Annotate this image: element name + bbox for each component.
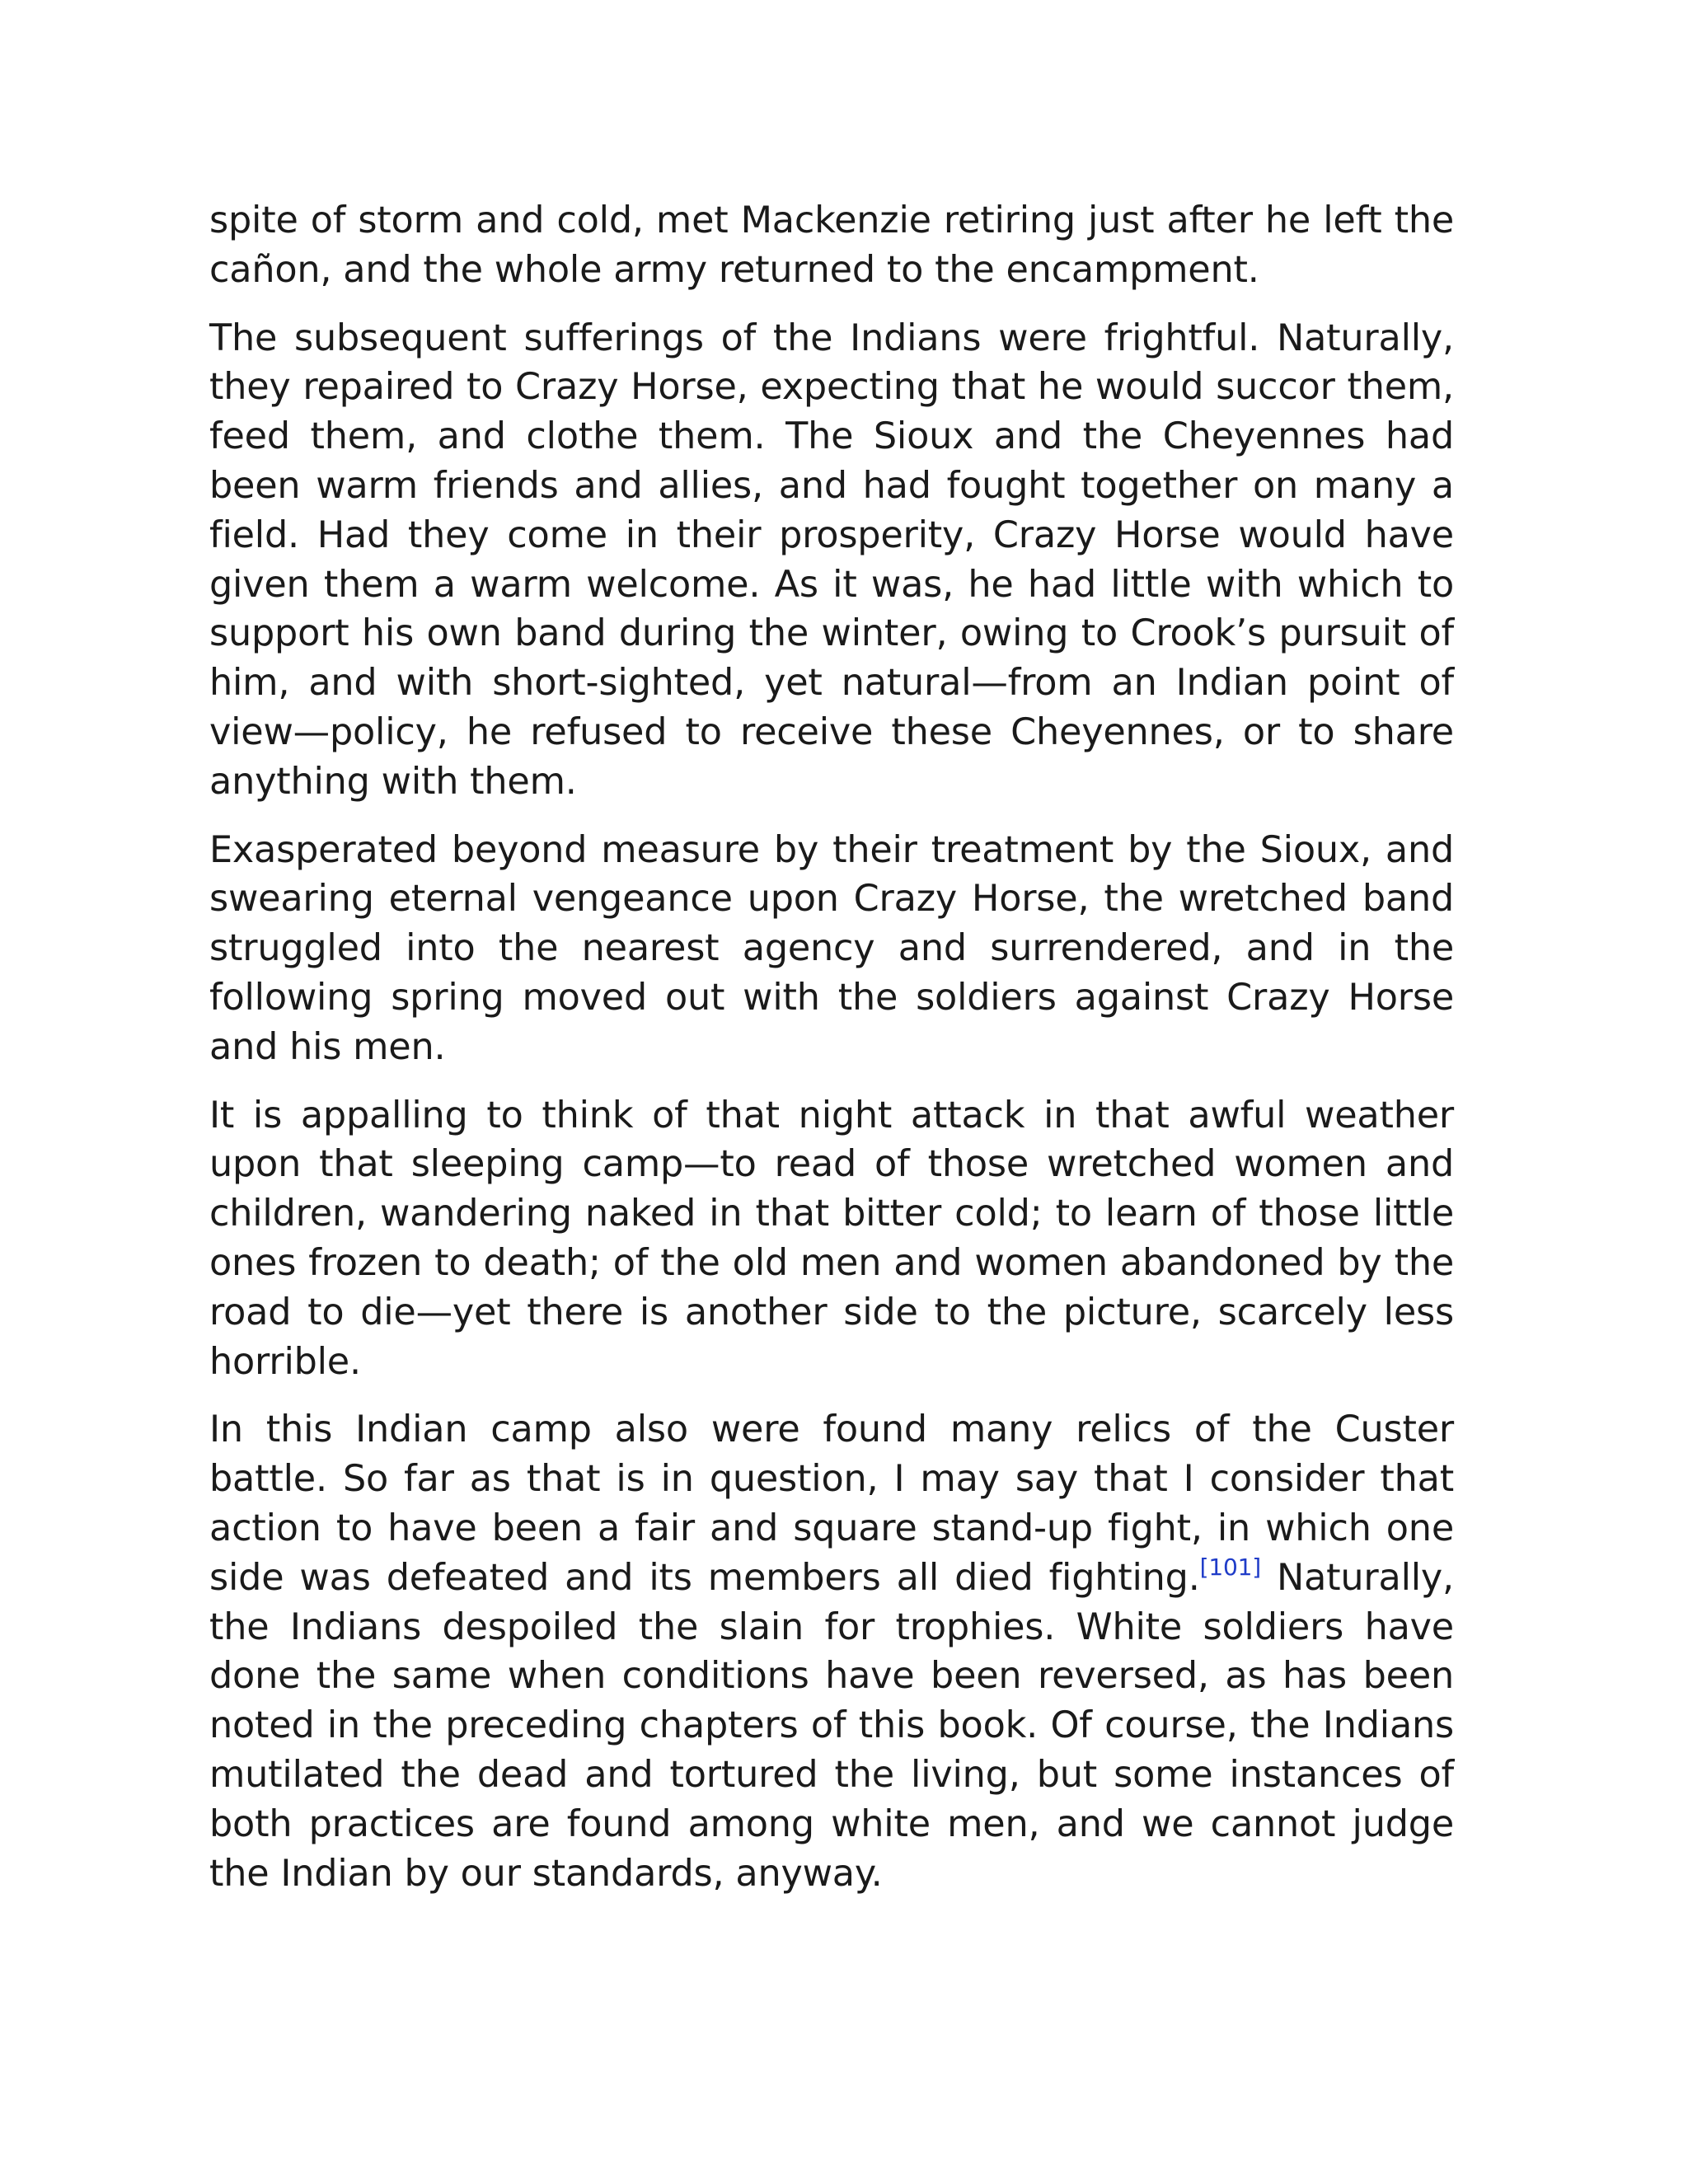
paragraph-3: Exasperated beyond measure by their treatment by the Sioux, and swearing eternal vengeance upon Crazy Horse, the wretched band struggled into the nearest agency and surrendered, and in the following spring moved out with the soldiers against Crazy Horse and his men. bbox=[209, 828, 1454, 1068]
paragraph-5-text-after: Naturally, the Indians despoiled the slain for trophies. White soldiers have done the same when conditions have been reversed, as has been noted in the preceding chapters of this book. Of course, the Indians mutilated the dead and tortured the living, but some instances of both practices are found among white men, and we cannot judge the Indian by our standards, anyway. bbox=[209, 1556, 1455, 1895]
paragraph-1: spite of storm and cold, met Mackenzie retiring just after he left the cañon, and the whole army returned to the encampment. bbox=[209, 199, 1454, 291]
paragraph-2: The subsequent sufferings of the Indians were frightful. Naturally, they repaired to Crazy Horse, expecting that he would succor them, feed them, and clothe them. The Sioux and the Cheyennes had been warm friends and allies, and had fought together on many a field. Had they come in their prosperity, Crazy Horse would have given them a warm welcome. As it was, he had little with which to support his own band during the winter, owing to Crook’s pursuit of him, and with short-sighted, yet natural—from an Indian point of view—policy, he refused to receive these Cheyennes, or to share anything with them. bbox=[209, 316, 1454, 803]
paragraph-5 bbox=[209, 1405, 1454, 1898]
footnote-link-101[interactable]: [101] bbox=[1199, 1553, 1261, 1581]
paragraph-4: It is appalling to think of that night attack in that awful weather upon that sleeping camp—to read of those wretched women and children, wandering naked in that bitter cold; to learn of those little ones frozen to death; of the old men and women abandoned by the road to die—yet there is another side to the picture, scarcely less horrible. bbox=[209, 1094, 1454, 1383]
paragraph-5-text-before: In this Indian camp also were found many relics of the Custer battle. So far as that is in question, I may say that I consider that action to have been a fair and square stand-up fight, in which one side was defeated and its members all died fighting. bbox=[209, 1408, 1454, 1599]
page-body bbox=[209, 196, 1454, 1917]
